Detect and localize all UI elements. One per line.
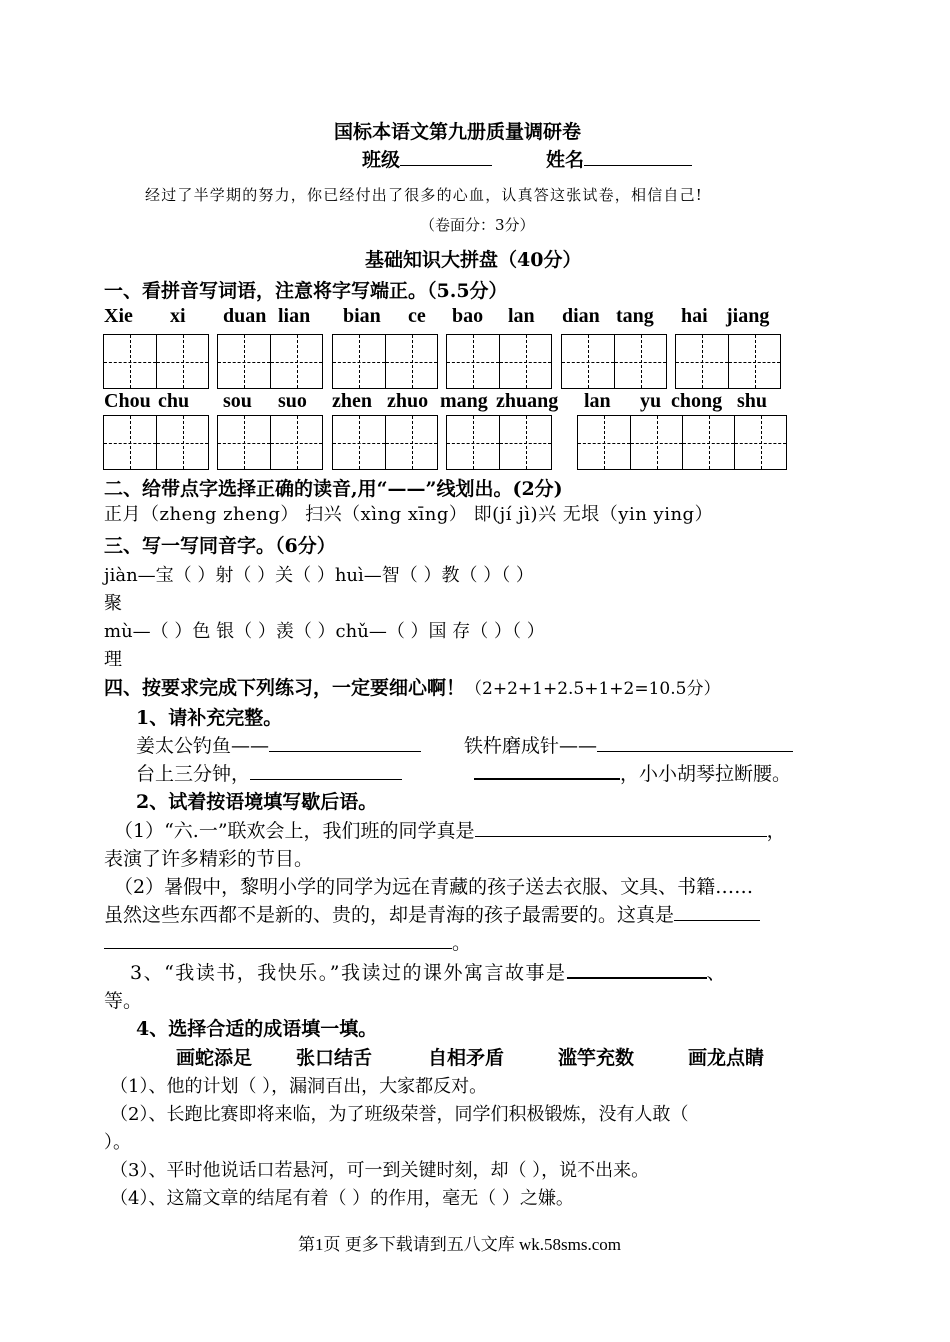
pinyin-syllable: shu <box>737 390 768 412</box>
pinyin-syllable: zhen <box>332 390 372 412</box>
answer-blank[interactable] <box>597 750 793 752</box>
pinyin-syllable: bian <box>343 305 381 327</box>
pinyin-syllable: Chou <box>104 390 151 412</box>
writing-grid[interactable] <box>446 415 552 470</box>
pinyin-syllable: suo <box>278 390 307 412</box>
pinyin-syllable: mang <box>440 390 488 412</box>
class-field <box>362 145 492 172</box>
answer-blank[interactable] <box>475 835 767 837</box>
pinyin-syllable: chu <box>158 390 190 412</box>
intro-text: 经过了半学期的努力，你已经付出了很多的心血，认真答这张试卷，相信自己! <box>145 186 704 204</box>
writing-grid[interactable] <box>103 334 209 389</box>
q4-score: （2+2+1+2.5+1+2=10.5分） <box>465 679 721 699</box>
q4-part2-2a: （2）暑假中，黎明小学的同学为远在青藏的孩子送去衣服、文具、书籍…… <box>114 876 754 898</box>
q4-part1-title: 1、请补充完整。 <box>136 707 283 729</box>
q3-line2: mù—（ ）色 银（ ）羡（ ）chǔ—（ ）国 存（ ）（ ） <box>104 621 545 642</box>
sentence-4: （4）、这篇文章的结尾有着（ ）的作用，毫无（ ）之嫌。 <box>110 1188 574 1209</box>
sentence-2: （2）、长跑比赛即将来临，为了班级荣誉，同学们积极锻炼，没有人敢（ <box>110 1104 689 1125</box>
q4-part2-title: 2、试着按语境填写歇后语。 <box>136 791 378 813</box>
pinyin-syllable: lian <box>278 305 311 327</box>
writing-grid[interactable] <box>217 415 323 470</box>
answer-blank[interactable] <box>269 750 421 752</box>
q4-part1-b <box>464 731 793 758</box>
page-footer: 第1页 更多下载请到五八文库 wk.58sms.com <box>298 1235 621 1254</box>
answer-blank[interactable] <box>474 777 620 780</box>
answer-blank[interactable] <box>104 947 452 949</box>
q2-line: 正月（zheng zheng） 扫兴（xìng xīng） 即(jí jì)兴 无垠（yin ying） <box>104 504 714 525</box>
writing-grid[interactable] <box>332 415 438 470</box>
pinyin-syllable: hai <box>681 305 708 327</box>
punctuation: ， <box>766 820 786 842</box>
q2-title: 二、给带点字选择正确的读音,用“——”线划出。(2分) <box>104 478 563 500</box>
name-blank <box>584 164 692 166</box>
q3-line1-wrap: 聚 <box>104 593 122 614</box>
answer-blank[interactable] <box>567 976 707 979</box>
pinyin-syllable: sou <box>223 390 252 412</box>
pinyin-syllable: ce <box>408 305 426 327</box>
idiom-option: 张口结舌 <box>296 1047 373 1069</box>
idiom-option: 画蛇添足 <box>176 1047 253 1069</box>
idiom-prompt: 铁杵磨成针—— <box>464 735 598 757</box>
pinyin-syllable: duan <box>223 305 267 327</box>
q4-part4-title: 4、选择合适的成语填一填。 <box>136 1018 378 1040</box>
pinyin-syllable: lan <box>584 390 611 412</box>
pinyin-syllable: yu <box>640 390 662 412</box>
writing-grid[interactable] <box>675 334 781 389</box>
idiom-option: 自相矛盾 <box>428 1047 505 1069</box>
pinyin-syllable: zhuo <box>387 390 429 412</box>
writing-grid[interactable] <box>561 334 667 389</box>
q3-line1: jiàn—宝（ ）射（ ）关（ ）huì—智（ ）教（ ）（ ） <box>104 565 534 586</box>
q4-heading <box>104 673 720 700</box>
answer-blank[interactable] <box>250 778 402 780</box>
sentence-1: （1）、他的计划（ ），漏洞百出，大家都反对。 <box>110 1076 488 1097</box>
q3-title: 三、写一写同音字。（6分） <box>104 535 336 557</box>
name-label: 姓名 <box>546 149 585 171</box>
answer-blank[interactable] <box>674 919 760 921</box>
q4-part2-2c <box>104 928 471 955</box>
pinyin-syllable: tang <box>616 305 654 327</box>
writing-grid[interactable] <box>332 334 438 389</box>
pinyin-syllable: lan <box>508 305 535 327</box>
pinyin-syllable: jiang <box>726 305 770 327</box>
pinyin-syllable: Xie <box>104 305 133 327</box>
q4-part2-1b: 表演了许多精彩的节目。 <box>104 848 314 870</box>
q4-part3-b: 等。 <box>104 990 143 1012</box>
q4-part1-d <box>474 759 791 786</box>
q4-part2-1 <box>114 816 786 843</box>
name-field <box>546 145 692 172</box>
writing-grid[interactable] <box>446 334 552 389</box>
question-text: 虽然这些东西都不是新的、贵的，却是青海的孩子最需要的。这真是 <box>104 904 675 926</box>
class-blank <box>400 164 492 166</box>
q1-title: 一、看拼音写词语，注意将字写端正。（5.5分） <box>104 280 508 302</box>
writing-grid[interactable] <box>217 334 323 389</box>
section-title: 基础知识大拼盘（40分） <box>365 249 582 271</box>
pinyin-syllable: bao <box>452 305 484 327</box>
sentence-3: （3）、平时他说话口若悬河，可一到关键时刻，却（ ），说不出来。 <box>110 1160 650 1181</box>
question-text: 3、“我读书，我快乐。”我读过的课外寓言故事是 <box>130 962 567 984</box>
question-text: （1）“六.一”联欢会上，我们班的同学真是 <box>114 820 475 842</box>
pinyin-syllable: xi <box>170 305 186 327</box>
writing-grid[interactable] <box>577 415 787 470</box>
idiom-option: 滥竽充数 <box>558 1047 635 1069</box>
idiom-prompt: 姜太公钓鱼—— <box>136 735 270 757</box>
pinyin-syllable: zhuang <box>496 390 559 412</box>
q4-title: 四、按要求完成下列练习，一定要细心啊！ <box>104 677 466 699</box>
page-title: 国标本语文第九册质量调研卷 <box>334 121 582 143</box>
pinyin-syllable: dian <box>562 305 600 327</box>
q3-line2-wrap: 理 <box>104 649 122 670</box>
writing-grid[interactable] <box>103 415 209 470</box>
punctuation: 。 <box>452 932 472 954</box>
pinyin-syllable: chong <box>671 390 723 412</box>
neatness-score: （卷面分：3分） <box>420 216 535 234</box>
idiom-prompt: 台上三分钟， <box>136 763 251 785</box>
sentence-2-wrap: ）。 <box>104 1132 131 1153</box>
q4-part1-c <box>136 759 402 786</box>
idiom-prompt: ，小小胡琴拉断腰。 <box>620 763 792 785</box>
idiom-option: 画龙点睛 <box>688 1047 765 1069</box>
class-label: 班级 <box>362 149 401 171</box>
q4-part2-2b <box>104 900 760 927</box>
q4-part3 <box>130 958 727 985</box>
punctuation: 、 <box>706 962 728 984</box>
q4-part1-a <box>136 731 421 758</box>
